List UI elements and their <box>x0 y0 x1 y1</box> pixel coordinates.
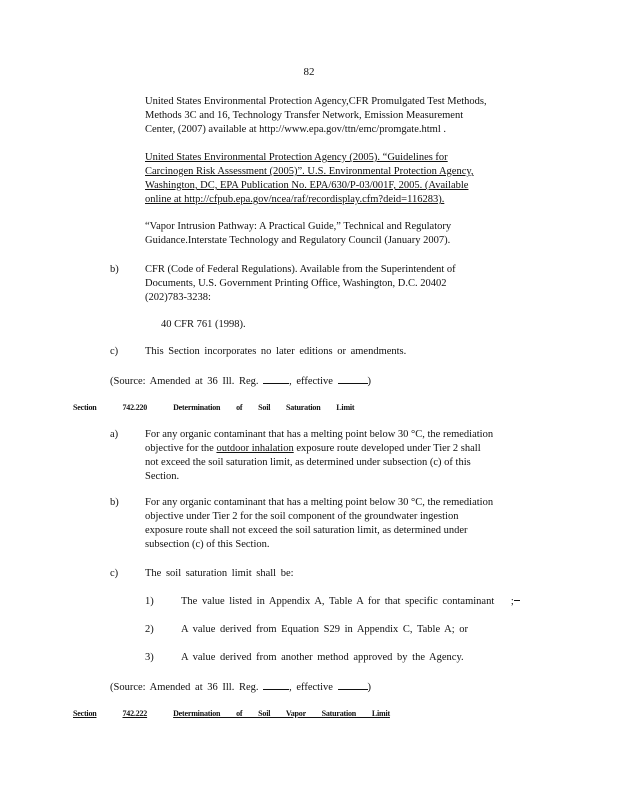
reference-line: Center, (2007) available at http://www.epa.gov/ttn/emc/promgate.html . <box>145 124 446 135</box>
effective-date-blank <box>338 373 368 384</box>
reference-line: (202)783-3238: <box>145 292 211 303</box>
item-2-text: A value derived from Equation S29 in Appendix C, Table A; or <box>181 624 469 635</box>
paragraph-line <box>145 442 531 456</box>
paragraph-line: objective under Tier 2 for the soil component of the groundwater ingestion <box>145 511 459 522</box>
incorporation-statement: This Section incorporates no later editions or amendments. <box>145 346 407 357</box>
subsection-a-text <box>145 428 531 484</box>
section-heading <box>73 402 354 414</box>
item-3-text: A value derived from another method approved by the Agency. <box>181 652 464 663</box>
reference-epa-cfr-methods <box>145 95 531 137</box>
reference-line: online at http://cfpub.epa.gov/ncea/raf/recordisplay.cfm?deid=116283). <box>145 194 445 205</box>
register-page-blank <box>263 373 289 384</box>
subsection-b-text <box>145 496 531 552</box>
paragraph-line: Section. <box>145 471 180 482</box>
subsection-label-b: b) <box>110 497 119 508</box>
paragraph-line: subsection (c) of this Section. <box>145 539 270 550</box>
section-word: Section <box>73 709 97 718</box>
section-title: Determination of Soil Vapor Saturation Limit <box>173 709 390 718</box>
section-number: 742.222 <box>122 709 148 718</box>
reference-line: “Vapor Intrusion Pathway: A Practical Guide,” Technical and Regulatory <box>145 221 452 232</box>
text-run: The value listed in Appendix A, Table A for that specific contaminant <box>181 596 495 607</box>
source-prefix: (Source: Amended at 36 Ill. Reg. <box>110 376 259 387</box>
subsection-label-b: b) <box>110 264 119 275</box>
subsection-c-text: The soil saturation limit shall be: <box>145 568 294 579</box>
reference-vapor-intrusion-guide <box>145 220 491 248</box>
item-number-2: 2) <box>145 624 154 635</box>
reference-line: CFR (Code of Federal Regulations). Available from the Superintendent of <box>145 264 456 275</box>
effective-date-blank <box>338 679 368 690</box>
paragraph-line: exposure route shall not exceed the soil saturation limit, as determined under <box>145 525 468 536</box>
subsection-label-a: a) <box>110 429 119 440</box>
item-1-text <box>181 595 520 609</box>
page-number: 82 <box>303 66 315 78</box>
source-note <box>110 373 371 389</box>
source-suffix: ) <box>367 376 372 387</box>
source-suffix: ) <box>367 682 372 693</box>
reference-line: Carcinogen Risk Assessment (2005)”. U.S. Environmental Protection Agency, <box>145 166 474 177</box>
source-prefix: (Source: Amended at 36 Ill. Reg. <box>110 682 259 693</box>
section-title: Determination of Soil Saturation Limit <box>173 403 355 412</box>
reference-line: Washington, DC, EPA Publication No. EPA/630/P-03/001F, 2005. (Available <box>145 180 469 191</box>
source-mid: , effective <box>289 376 333 387</box>
paragraph-line: not exceed the soil saturation limit, as determined under subsection (c) of this <box>145 457 471 468</box>
source-note <box>110 679 371 695</box>
section-word: Section <box>73 403 97 412</box>
text-run: exposure route developed under Tier 2 shall <box>293 443 481 454</box>
subsection-label-c: c) <box>110 568 119 579</box>
text-run: objective for the <box>145 443 217 454</box>
item-number-1: 1) <box>145 596 154 607</box>
item-number-3: 3) <box>145 652 154 663</box>
section-heading <box>73 708 390 720</box>
register-page-blank <box>263 679 289 690</box>
paragraph-line: For any organic contaminant that has a melting point below 30 °C, the remediation <box>145 429 494 440</box>
deleted-text-mark <box>514 600 520 601</box>
cfr-citation: 40 CFR 761 (1998). <box>161 319 246 330</box>
reference-line: United States Environmental Protection Agency (2005). “Guidelines for <box>145 152 448 163</box>
reference-carcinogen-guidelines <box>145 151 531 207</box>
reference-line: Documents, U.S. Government Printing Office, Washington, D.C. 20402 <box>145 278 447 289</box>
paragraph-line: For any organic contaminant that has a melting point below 30 °C, the remediation <box>145 497 494 508</box>
section-number: 742.220 <box>122 403 148 412</box>
source-mid: , effective <box>289 682 333 693</box>
reference-line: Guidance.Interstate Technology and Regulatory Council (January 2007). <box>145 235 451 246</box>
subsection-label-c: c) <box>110 346 119 357</box>
reference-line: Methods 3C and 16, Technology Transfer Network, Emission Measurement <box>145 110 464 121</box>
inserted-text: outdoor inhalation <box>216 443 294 454</box>
text-run: ; <box>510 596 514 607</box>
cfr-reference <box>145 263 506 305</box>
reference-line: United States Environmental Protection Agency,CFR Promulgated Test Methods, <box>145 96 487 107</box>
